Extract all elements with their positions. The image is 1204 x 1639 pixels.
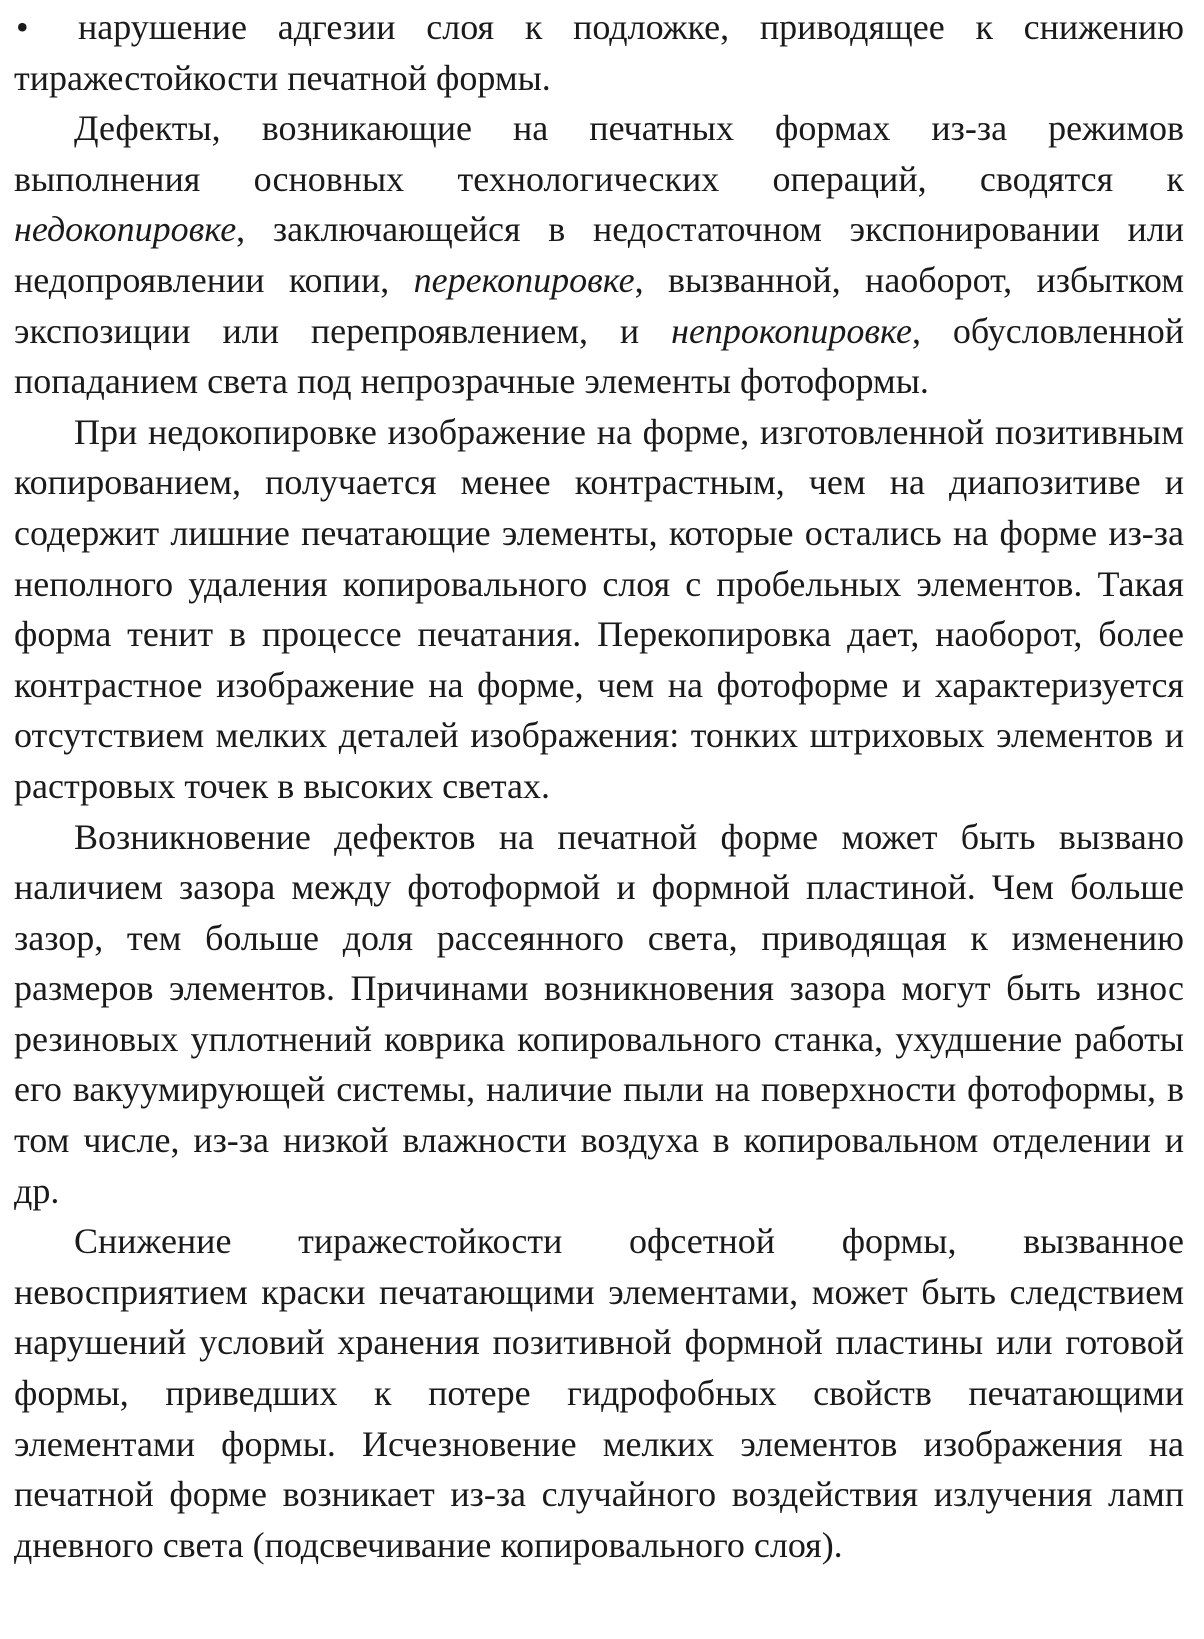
bullet-item-text: нарушение адгезии слоя к подложке, приводящее к снижению тиражестойкости печатной формы. xyxy=(14,7,1184,98)
paragraph-text: , обусловленной попаданием света под непрозрачные элементы фотоформы. xyxy=(14,310,1184,402)
bullet-list-item xyxy=(14,2,1184,103)
paragraph-gap: Возникновение дефектов на печатной форме может быть вызвано наличием зазора между фотоформой и формной пластиной. Чем больше зазор, тем больше доля рассеянного света, приводящая к изменению размеров элементов. Причинами возникновения зазора могут быть износ резиновых уплотнений коврика копировального станка, ухудшение работы его вакуумирующей системы, наличие пыли на поверхности фотоформы, в том числе, из-за низкой влажности воздуха в копировальном отделении и др. xyxy=(14,816,1184,1211)
paragraph-underexposure: При недокопировке изображение на форме, изготовленной позитивным копированием, получается менее контрастным, чем на диапозитиве и содержит лишние печатающие элементы, которые остались на форме из-за неполного удаления копировального слоя с пробельных элементов. Такая форма тенит в процессе печатания. Перекопировка дает, наоборот, более контрастное изображение на форме, чем на фотоформе и характеризуется отсутствием мелких деталей изображения: тонких штриховых элементов и растровых точек в высоких светах. xyxy=(14,411,1184,806)
paragraph-run-length: Снижение тиражестойкости офсетной формы, вызванное невосприятием краски печатающими элементами, может быть следствием нарушений условий хранения позитивной формной пластины или готовой формы, приведших к потере гидрофобных свойств печатающими элементами формы. Исчезновение мелких элементов изображения на печатной форме возникает из-за случайного воздействия излучения ламп дневного света (подсвечивание копировального слоя). xyxy=(14,1221,1184,1565)
term-non-exposure: непрокопировке xyxy=(671,310,912,351)
bullet-marker: • xyxy=(16,7,29,47)
paragraph-text: Дефекты, возникающие на печатных формах из-за режимов выполнения основных технологических операций, сводятся к xyxy=(14,108,1184,199)
paragraph-text: , вызванной, наоборот, избытком экспозиции или перепроявлением, и xyxy=(14,259,1184,351)
term-overexposure: перекопировке xyxy=(413,259,635,300)
paragraph-defects xyxy=(14,103,1184,407)
term-underexposure: недокопировке xyxy=(14,209,237,250)
paragraph-text: , заключающейся в недостаточном экспонировании или недопроявлении копии, xyxy=(14,209,1184,300)
